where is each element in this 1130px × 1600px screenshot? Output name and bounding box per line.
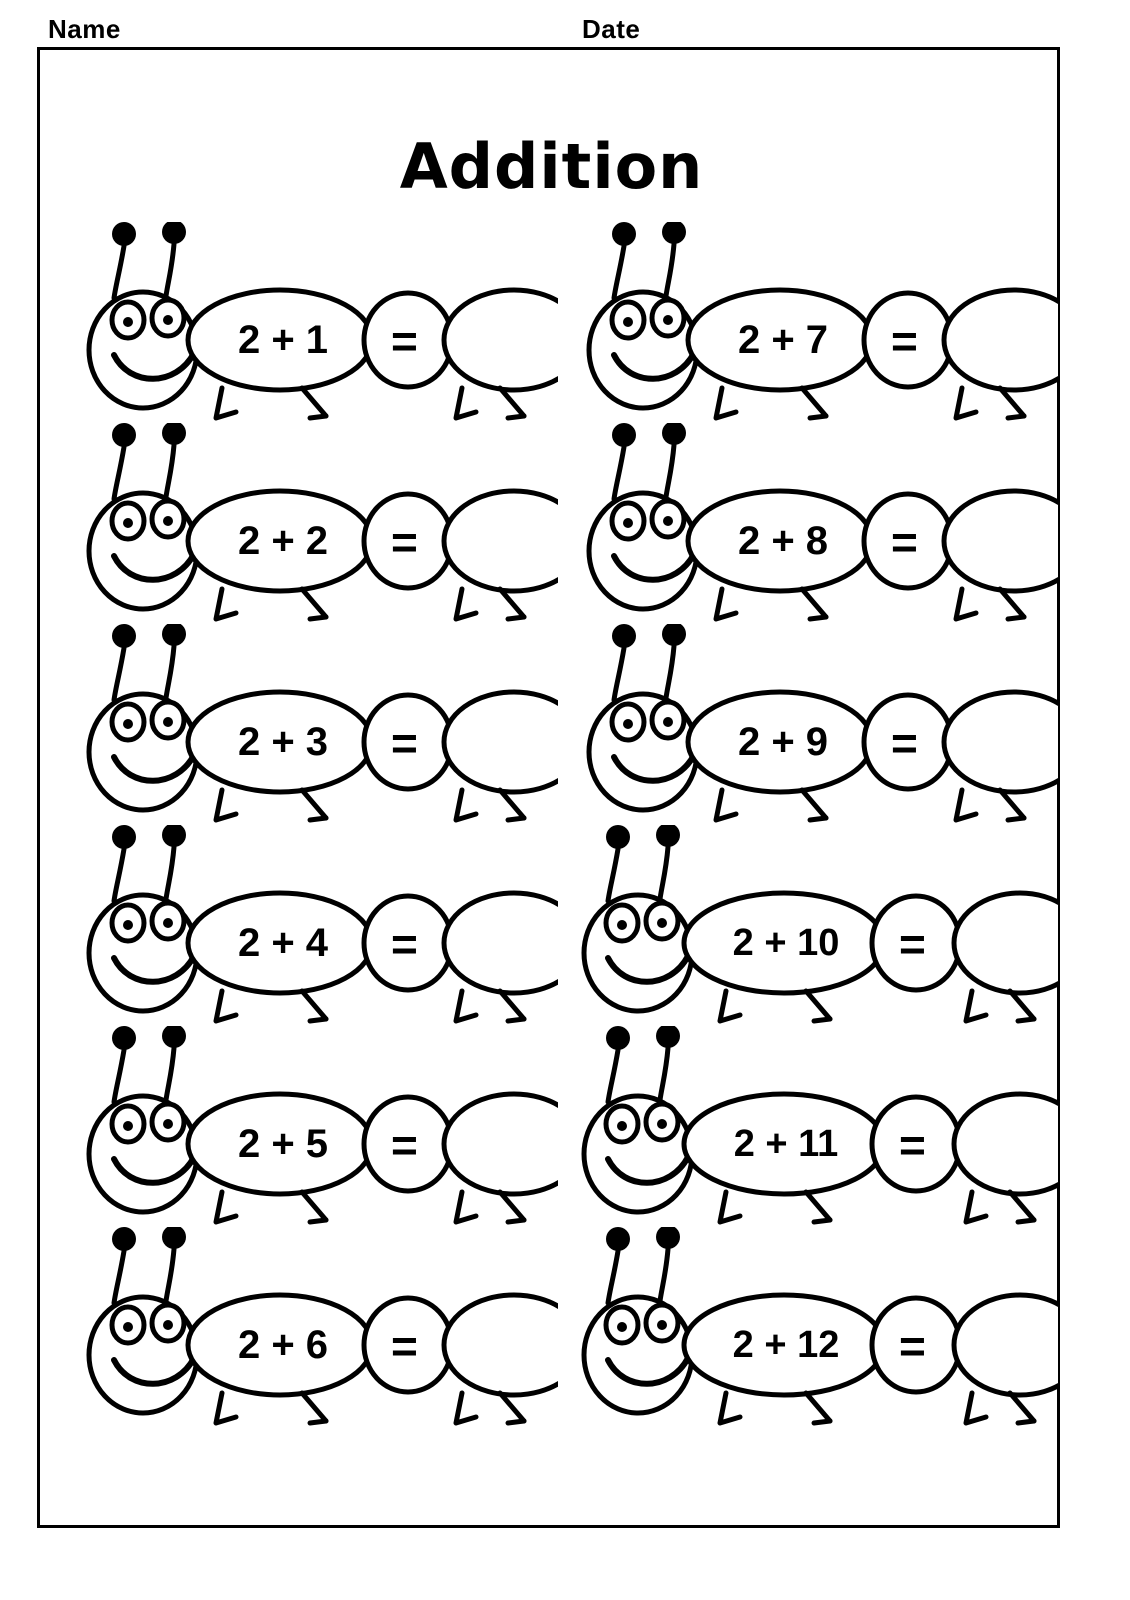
problem-item[interactable] [558, 423, 1058, 624]
equals-sign: = [391, 717, 418, 769]
problem-item[interactable] [558, 1227, 1058, 1428]
problem-expression: 2 + 4 [237, 921, 329, 965]
problem-item[interactable] [558, 825, 1058, 1026]
problem-row [40, 423, 1063, 624]
problem-grid [40, 222, 1063, 1428]
equals-sign: = [391, 1320, 418, 1372]
worksheet-frame [37, 47, 1060, 1528]
problem-expression: 2 + 11 [733, 1123, 839, 1165]
equals-sign: = [391, 315, 418, 367]
problem-expression: 2 + 3 [237, 720, 329, 764]
problem-row [40, 1227, 1063, 1428]
problem-item[interactable] [58, 1227, 558, 1428]
equals-sign: = [899, 1119, 926, 1171]
page-title: Addition [399, 130, 704, 203]
problem-item[interactable] [558, 1026, 1058, 1227]
problem-item[interactable] [558, 624, 1058, 825]
problem-item[interactable] [558, 222, 1058, 423]
equals-sign: = [391, 1119, 418, 1171]
date-label: Date [582, 14, 641, 44]
problem-expression: 2 + 8 [737, 519, 829, 563]
equals-sign: = [891, 516, 918, 568]
problem-expression: 2 + 2 [237, 519, 329, 563]
equals-sign: = [391, 918, 418, 970]
problem-expression: 2 + 5 [237, 1122, 329, 1166]
equals-sign: = [391, 516, 418, 568]
equals-sign: = [891, 717, 918, 769]
problem-item[interactable] [58, 624, 558, 825]
equals-sign: = [899, 918, 926, 970]
problem-expression: 2 + 10 [732, 922, 840, 964]
problem-row [40, 1026, 1063, 1227]
problem-row [40, 624, 1063, 825]
worksheet-header [0, 8, 1130, 48]
problem-expression: 2 + 1 [237, 318, 329, 362]
problem-expression: 2 + 9 [737, 720, 829, 764]
problem-item[interactable] [58, 825, 558, 1026]
problem-expression: 2 + 6 [237, 1323, 329, 1367]
name-label: Name [48, 14, 121, 44]
problem-expression: 2 + 12 [732, 1324, 840, 1366]
equals-sign: = [899, 1320, 926, 1372]
equals-sign: = [891, 315, 918, 367]
problem-item[interactable] [58, 1026, 558, 1227]
problem-item[interactable] [58, 222, 558, 423]
problem-expression: 2 + 7 [737, 318, 829, 362]
problem-row [40, 222, 1063, 423]
problem-row [40, 825, 1063, 1026]
problem-item[interactable] [58, 423, 558, 624]
